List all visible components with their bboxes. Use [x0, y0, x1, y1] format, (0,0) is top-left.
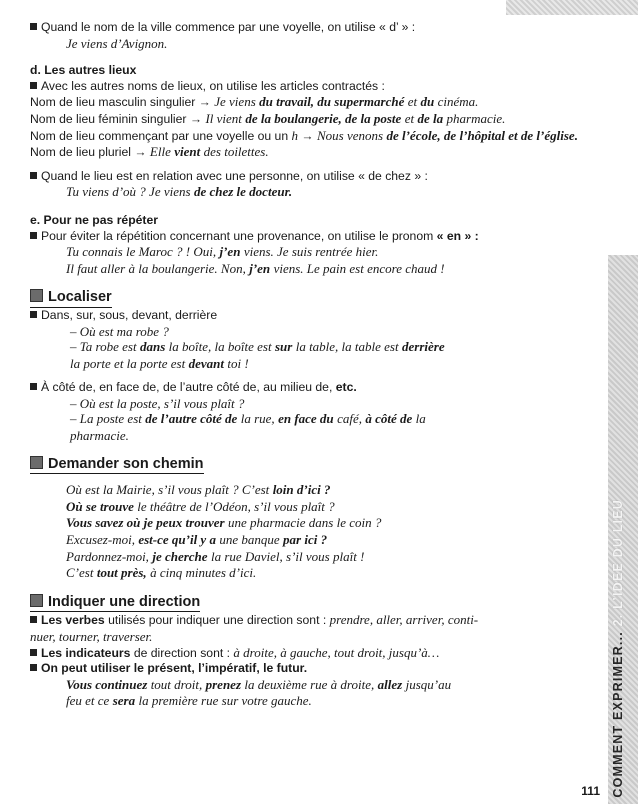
section-chemin: Demander son chemin	[30, 456, 204, 475]
localiser-a1: – Ta robe est dans la boîte, la boîte est sur la table, la table est derrière	[70, 339, 445, 355]
section-localiser: Localiser	[30, 289, 112, 308]
bullet-icon	[30, 664, 37, 671]
pluriel-line: Nom de lieu pluriel → Elle vient des toilettes.	[30, 144, 269, 160]
fem-line: Nom de lieu féminin singulier → Il vient de la boulangerie, de la poste et de la pharmacie.	[30, 110, 506, 126]
personne-example: Tu viens d’où ? Je viens de chez le docteur.	[66, 184, 293, 200]
heading-repeter: e. Pour ne pas répéter	[30, 212, 159, 227]
localiser-q2: – Où est la poste, s’il vous plaît ?	[70, 395, 245, 411]
direction-bullet-1-cont: nuer, tourner, traverser.	[30, 629, 153, 644]
top-decorative-strip	[506, 0, 638, 15]
chemin-line-3: Vous savez où je peux trouver une pharmacie dans le coin ?	[66, 515, 382, 531]
page-number: 111	[581, 784, 600, 798]
direction-bullet-2: Les indicateurs de direction sont : à droite, à gauche, tout droit, jusqu’à…	[30, 645, 590, 662]
bullet-icon	[30, 23, 37, 30]
side-tab-light: 2. L’IDÉE DU LIEU	[611, 499, 625, 627]
localiser-a1-cont: la porte et la porte est devant toi !	[70, 355, 249, 371]
chemin-line-6: C’est tout près, à cinq minutes d’ici.	[66, 565, 257, 581]
bullet-icon	[30, 616, 37, 623]
localiser-q1: – Où est ma robe ?	[70, 323, 169, 339]
side-tab-text	[611, 499, 625, 798]
voyelle-example: Je viens d’Avignon.	[66, 35, 168, 51]
heading-autres-lieux: d. Les autres lieux	[30, 63, 137, 78]
section-square-icon	[30, 456, 43, 469]
chemin-line-4: Excusez-moi, est-ce qu’il y a une banque par ici ?	[66, 532, 328, 548]
chemin-line-5: Pardonnez-moi, je cherche la rue Daviel, s’il vous plaît !	[66, 548, 365, 564]
voyelle-rule: Quand le nom de la ville commence par une voyelle, on utilise « d’ » :	[30, 20, 590, 36]
chemin-line-1: Où est la Mairie, s’il vous plaît ? C’est loin d’ici ?	[66, 482, 331, 498]
repeter-rule: Pour éviter la répétition concernant une provenance, on utilise le pronom « en » :	[30, 229, 590, 245]
direction-bullet-3: On peut utiliser le présent, l’impératif, le futur.	[30, 661, 590, 677]
section-square-icon	[30, 594, 43, 607]
chemin-line-2: Où se trouve le théâtre de l’Odéon, s’il vous plaît ?	[66, 498, 335, 514]
bullet-icon	[30, 232, 37, 239]
localiser-bullet-2: À côté de, en face de, de l’autre côté de, au milieu de, etc.	[30, 380, 590, 396]
bullet-icon	[30, 172, 37, 179]
bullet-icon	[30, 82, 37, 89]
direction-example-1: Vous continuez tout droit, prenez la deuxième rue à droite, allez jusqu’au	[66, 676, 452, 692]
section-square-icon	[30, 289, 43, 302]
masc-line: Nom de lieu masculin singulier → Je viens du travail, du supermarché et du cinéma.	[30, 94, 479, 110]
page-content	[30, 20, 590, 710]
localiser-a2-cont: pharmacie.	[70, 428, 129, 444]
direction-bullet-1: Les verbes utilisés pour indiquer une direction sont : prendre, aller, arriver, conti-	[30, 612, 590, 629]
localiser-bullet-1: Dans, sur, sous, devant, derrière	[30, 308, 590, 324]
repeter-example-2: Il faut aller à la boulangerie. Non, j’en viens. Le pain est encore chaud !	[66, 260, 445, 276]
bullet-icon	[30, 311, 37, 318]
autres-lieux-intro: Avec les autres noms de lieux, on utilise les articles contractés :	[30, 79, 590, 95]
repeter-example-1: Tu connais le Maroc ? ! Oui, j’en viens. Je suis rentrée hier.	[66, 244, 379, 260]
bullet-icon	[30, 649, 37, 656]
personne-rule: Quand le lieu est en relation avec une personne, on utilise « de chez » :	[30, 169, 590, 185]
chapter-side-tab	[608, 255, 638, 804]
localiser-a2: – La poste est de l’autre côté de la rue, en face du café, à côté de la	[70, 411, 426, 427]
side-tab-main: COMMENT EXPRIMER...	[611, 631, 625, 798]
bullet-icon	[30, 383, 37, 390]
direction-example-2: feu et ce sera la première rue sur votre gauche.	[66, 693, 312, 709]
section-direction: Indiquer une direction	[30, 594, 200, 613]
voyelle-h-line: Nom de lieu commençant par une voyelle ou un h → Nous venons de l’école, de l’hôpital et de l’église.	[30, 127, 578, 143]
